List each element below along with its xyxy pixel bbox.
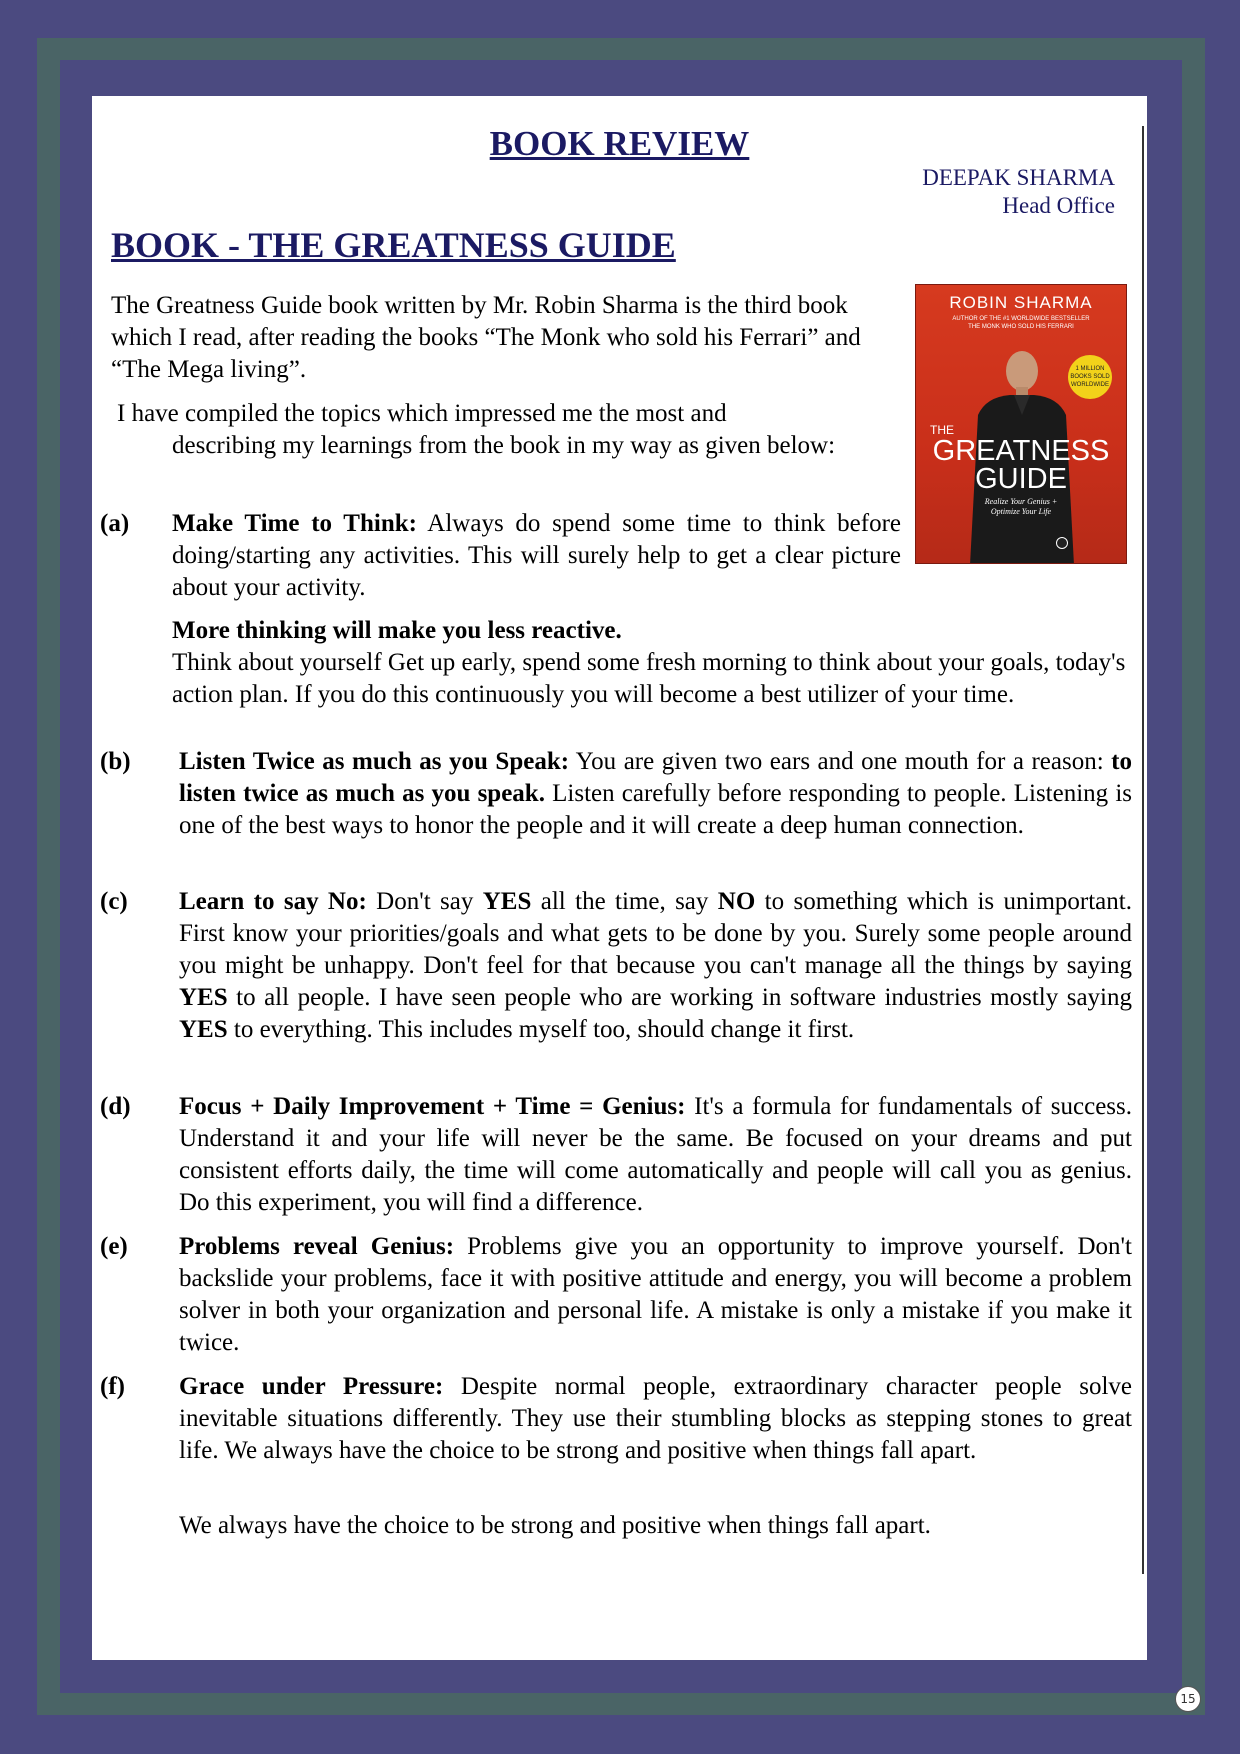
item-label-f: (f): [100, 1373, 125, 1400]
author-name: DEEPAK SHARMA: [922, 165, 1115, 190]
closing-quote: We always have the choice to be strong and positive when things fall apart.: [179, 1512, 931, 1539]
cover-title-the: THE: [930, 423, 954, 437]
item-a-note-bold: More thinking will make you less reactive.: [172, 617, 622, 644]
cover-subtitle: Realize Your Genius + Optimize Your Life: [984, 497, 1058, 516]
item-e-title: Problems reveal Genius:: [179, 1233, 455, 1260]
item-f-title: Grace under Pressure:: [179, 1373, 444, 1400]
intro-paragraph: The Greatness Guide book written by Mr. Robin Sharma is the third book which I read, after reading the books “The Monk who sold his Ferrari” and “The Mega living”.: [111, 292, 861, 383]
cover-title-greatness: GREATNESS: [932, 435, 1110, 467]
cover-author: ROBIN SHARMA: [949, 293, 1093, 312]
page-heading: BOOK REVIEW: [489, 124, 750, 163]
item-e-text: Problems reveal Genius: Problems give you an opportunity to improve yourself. Don't backslide your problems, face it with positive attitude and energy, you will become a problem solver in both your organization and personal life. A mistake is only a mistake if you make it twice.: [179, 1233, 1132, 1356]
cover-tagline: AUTHOR OF THE #1 WORLDWIDE BESTSELLER THE MONK WHO SOLD HIS FERRARI: [952, 316, 1090, 330]
book-title: BOOK - THE GREATNESS GUIDE: [111, 225, 676, 265]
item-b-title: Listen Twice as much as you Speak:: [179, 748, 570, 775]
page-number: 15: [1175, 1686, 1201, 1712]
item-a-title: Make Time to Think:: [172, 510, 417, 537]
item-label-b: (b): [100, 748, 131, 775]
intro-second-paragraph: I have compiled the topics which impressed me the most and: [117, 400, 727, 427]
cover-sales-badge: 1 MILLION BOOKS SOLD WORLDWIDE: [1068, 355, 1112, 399]
item-d-title: Focus + Daily Improvement + Time = Genius:: [179, 1093, 686, 1120]
cover-title-guide: GUIDE: [975, 463, 1067, 495]
item-f-text: Grace under Pressure: Despite normal people, extraordinary character people solve inevitable situations differently. They use their stumbling blocks as stepping stones to great life. We always have the choice to be strong and positive when things fall apart.: [179, 1373, 1132, 1464]
book-cover-image: [915, 284, 1127, 564]
item-a-note: More thinking will make you less reactive. Think about yourself Get up early, spend some fresh morning to think about your goals, today's action plan. If you do this continuously you will become a best utilizer of your time.: [172, 617, 1126, 708]
intro-second-paragraph-continued: describing my learnings from the book in my way as given below:: [172, 432, 836, 459]
item-label-d: (d): [100, 1093, 131, 1120]
item-c-text: Learn to say No: Don't say YES all the time, say NO to something which is unimportant. First know your priorities/goals and what gets to be done by you. Surely some people around you might be unhappy. Don't feel for that because you can't manage all the things by saying YES to all people. I have seen people who are working in software industries mostly saying YES to everything. This includes myself too, should change it first.: [179, 888, 1132, 1043]
item-b-text: Listen Twice as much as you Speak: You are given two ears and one mouth for a reason: to listen twice as much as you speak. Listen carefully before responding to people. Listening is one of the best ways to honor the people and it will create a deep human connection.: [179, 748, 1133, 839]
item-a-text: Make Time to Think: Always do spend some time to think before doing/starting any activities. This will surely help to get a clear picture about your activity.: [172, 510, 901, 601]
publisher-logo-icon: [1056, 537, 1068, 549]
author-office: Head Office: [1002, 193, 1115, 218]
item-label-c: (c): [100, 888, 128, 915]
item-c-title: Learn to say No:: [179, 888, 367, 915]
item-label-e: (e): [100, 1233, 128, 1260]
item-label-a: (a): [100, 510, 130, 537]
page-sheet: [92, 96, 1147, 1660]
right-margin-rule: [1142, 126, 1144, 1574]
author-block: [922, 164, 1115, 220]
item-d-text: Focus + Daily Improvement + Time = Genius: It's a formula for fundamentals of success. Understand it and your life will never be the same. Be focused on your dreams and put consistent efforts daily, the time will come automatically and people will call you as genius. Do this experiment, you will find a difference.: [179, 1093, 1132, 1216]
